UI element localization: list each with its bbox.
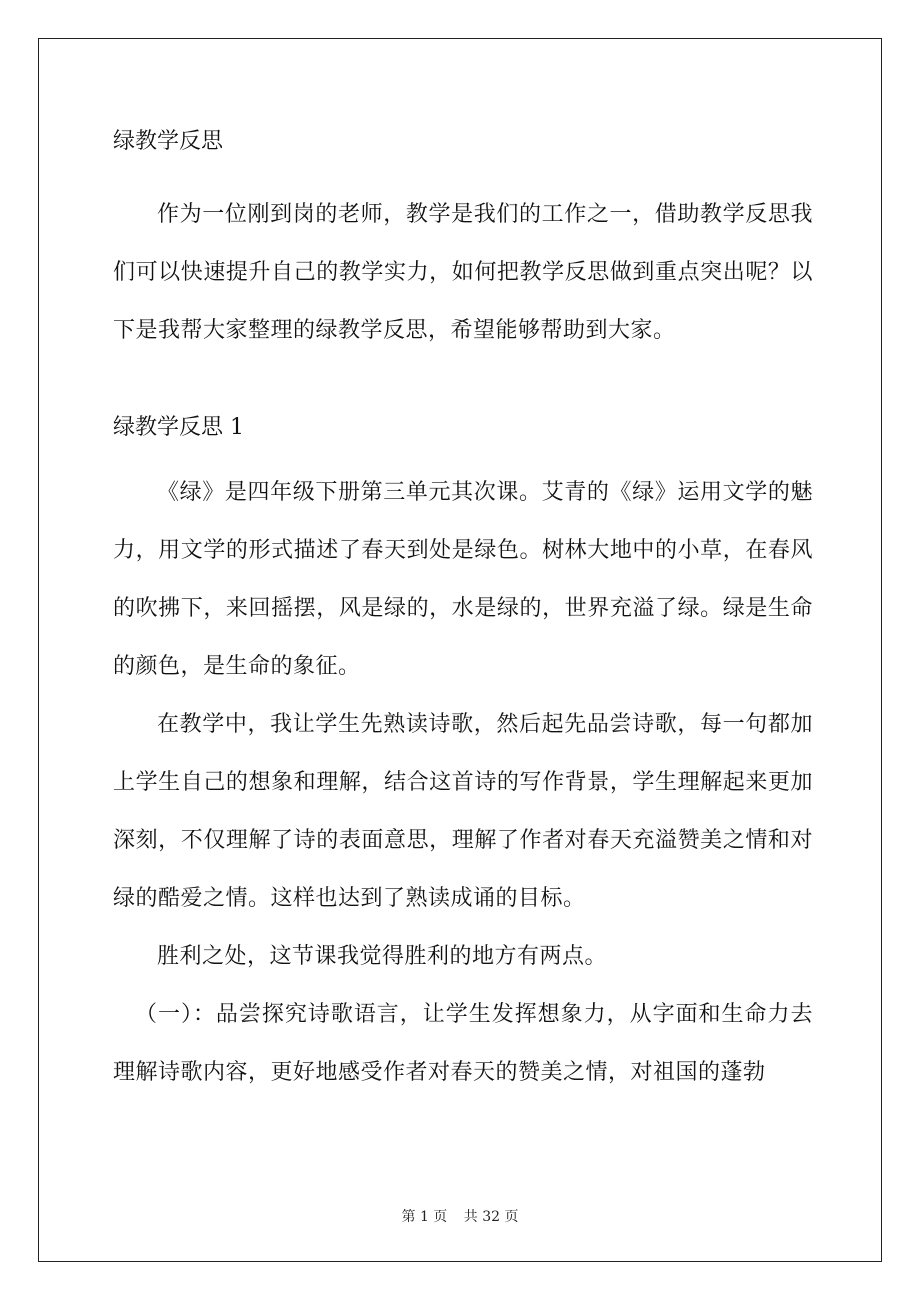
page-number: 第 1 页 bbox=[401, 1209, 448, 1225]
body-paragraph: 在教学中，我让学生先熟读诗歌，然后起先品尝诗歌，每一句都加上学生自己的想象和理解，结合这首诗的写作背景，学生理解起来更加深刻，不仅理解了诗的表面意思，理解了作者对春天充溢赞美之情和对绿的酷爱之情。这样也达到了熟读成诵的目标。 bbox=[113, 712, 813, 911]
body-paragraph: 胜利之处，这节课我觉得胜利的地方有两点。 bbox=[157, 944, 608, 969]
document-body bbox=[113, 120, 813, 1102]
intro-paragraph: 作为一位刚到岗的老师，教学是我们的工作之一，借助教学反思我们可以快速提升自己的教学实力，如何把教学反思做到重点突出呢？以下是我帮大家整理的绿教学反思，希望能够帮助到大家。 bbox=[113, 202, 813, 343]
page-footer bbox=[0, 1206, 920, 1226]
body-paragraph: （一）：品尝探究诗歌语言，让学生发挥想象力，从字面和生命力去理解诗歌内容，更好地感受作者对春天的赞美之情，对祖国的蓬勃 bbox=[113, 1002, 813, 1085]
section-title: 绿教学反思 1 bbox=[113, 415, 244, 440]
body-paragraph: 《绿》是四年级下册第三单元其次课。艾青的《绿》运用文学的魅力，用文学的形式描述了春天到处是绿色。树林大地中的小草，在春风的吹拂下，来回摇摆，风是绿的，水是绿的，世界充溢了绿。绿是生命的颜色，是生命的象征。 bbox=[113, 480, 813, 679]
page-total: 共 32 页 bbox=[463, 1209, 519, 1225]
document-title: 绿教学反思 bbox=[113, 129, 224, 154]
